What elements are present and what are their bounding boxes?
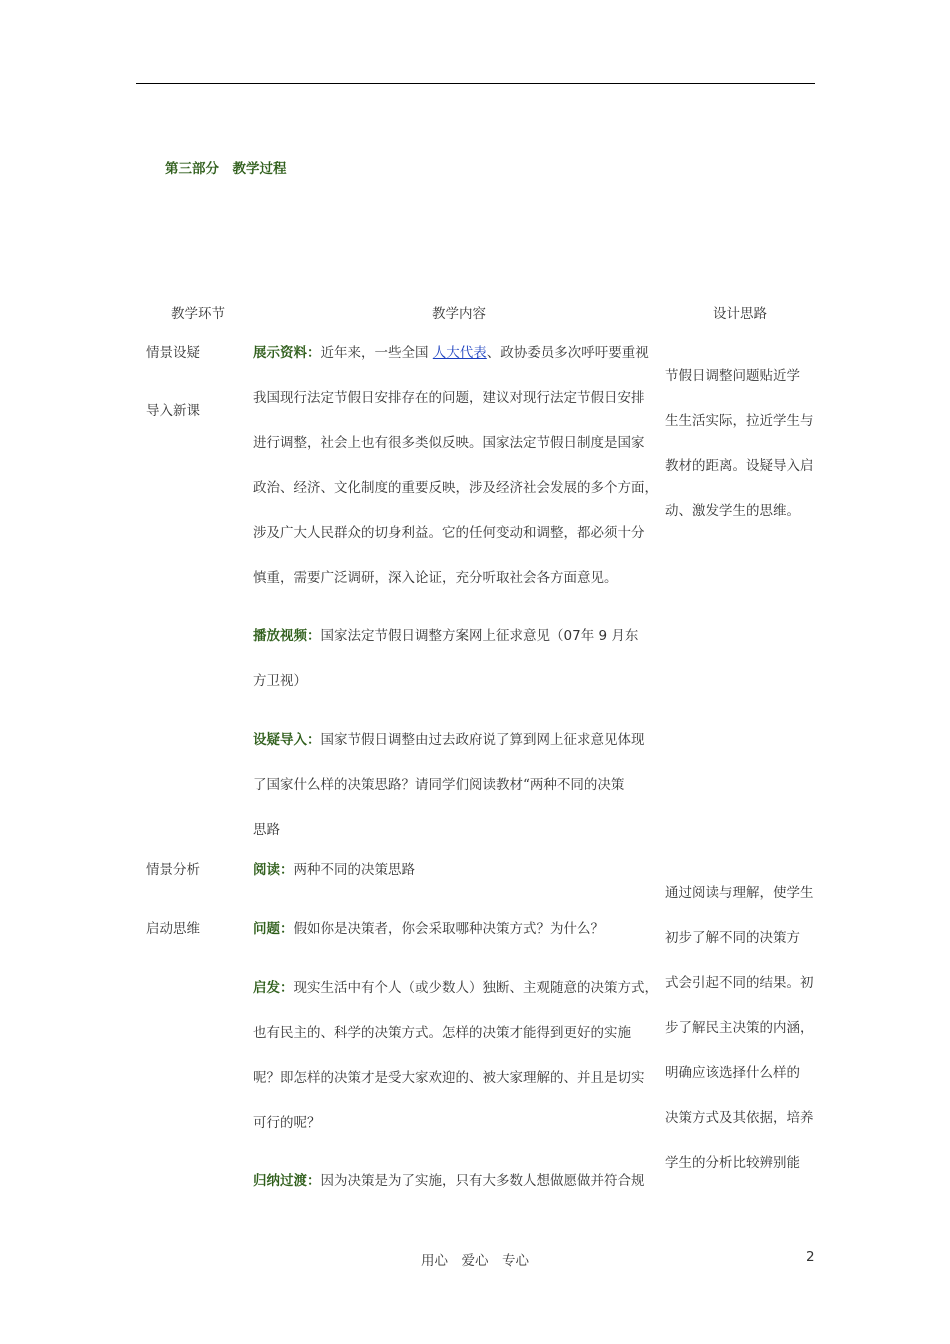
show-line-4: 政治、经济、文化制度的重要反映，涉及经济社会发展的多个方面，: [253, 480, 658, 496]
read-line: 阅读：两种不同的决策思路: [253, 862, 415, 878]
note-1-line-2: 生生活实际，拉近学生与: [665, 413, 814, 429]
video-line-1: 播放视频：国家法定节假日调整方案网上征求意见（07年 9 月东: [253, 628, 639, 644]
question-line-1: 设疑导入：国家节假日调整由过去政府说了算到网上征求意见体现: [253, 732, 645, 748]
note-2-line-4: 步了解民主决策的内涵，: [665, 1020, 814, 1036]
show-line-2: 我国现行法定节假日安排存在的问题，建议对现行法定节假日安排: [253, 390, 645, 406]
hint-line-1: 启发：现实生活中有个人（或少数人）独断、主观随意的决策方式，: [253, 980, 658, 996]
note-1-line-4: 动、激发学生的思维。: [665, 503, 800, 519]
hint-line-2: 也有民主的、科学的决策方式。怎样的决策才能得到更好的实施: [253, 1025, 631, 1041]
note-2-line-1: 通过阅读与理解，使学生: [665, 885, 814, 901]
stage-2b: 启动思维: [146, 921, 200, 937]
summary-line-1: 归纳过渡：因为决策是为了实施，只有大多数人想做愿做并符合规: [253, 1173, 645, 1189]
note-2-line-6: 决策方式及其依据，培养: [665, 1110, 814, 1126]
header-rule: [136, 83, 815, 84]
note-1-line-3: 教材的距离。设疑导入启: [665, 458, 814, 474]
ask-line: 问题：假如你是决策者，你会采取哪种决策方式？为什么？: [253, 921, 604, 937]
note-2-line-5: 明确应该选择什么样的: [665, 1065, 800, 1081]
header-design: 设计思路: [713, 306, 767, 322]
note-1-line-1: 节假日调整问题贴近学: [665, 368, 800, 384]
video-line-2: 方卫视）: [253, 673, 307, 689]
footer-motto: 用心 爱心 专心: [421, 1253, 529, 1269]
show-line-5: 涉及广大人民群众的切身利益。它的任何变动和调整，都必须十分: [253, 525, 645, 541]
page-number: 2: [806, 1249, 815, 1265]
note-2-line-3: 式会引起不同的结果。初: [665, 975, 814, 991]
npc-link[interactable]: 人大代表: [432, 345, 487, 361]
show-line-1: 展示资料：近年来，一些全国 人大代表、政协委员多次呼吁要重视: [253, 345, 649, 361]
header-stage: 教学环节: [171, 306, 225, 322]
show-line-3: 进行调整，社会上也有很多类似反映。国家法定节假日制度是国家: [253, 435, 645, 451]
stage-1a: 情景设疑: [146, 345, 200, 361]
stage-2a: 情景分析: [146, 862, 200, 878]
note-2-line-7: 学生的分析比较辨别能: [665, 1155, 800, 1171]
section-title: 第三部分 教学过程: [165, 161, 287, 177]
stage-1b: 导入新课: [146, 403, 200, 419]
note-2-line-2: 初步了解不同的决策方: [665, 930, 800, 946]
hint-line-3: 呢？即怎样的决策才是受大家欢迎的、被大家理解的、并且是切实: [253, 1070, 645, 1086]
hint-line-4: 可行的呢？: [253, 1115, 321, 1131]
question-line-3: 思路: [253, 822, 280, 838]
question-line-2: 了国家什么样的决策思路？请同学们阅读教材“两种不同的决策: [253, 777, 625, 793]
show-line-6: 慎重，需要广泛调研，深入论证，充分听取社会各方面意见。: [253, 570, 618, 586]
header-content: 教学内容: [432, 306, 486, 322]
